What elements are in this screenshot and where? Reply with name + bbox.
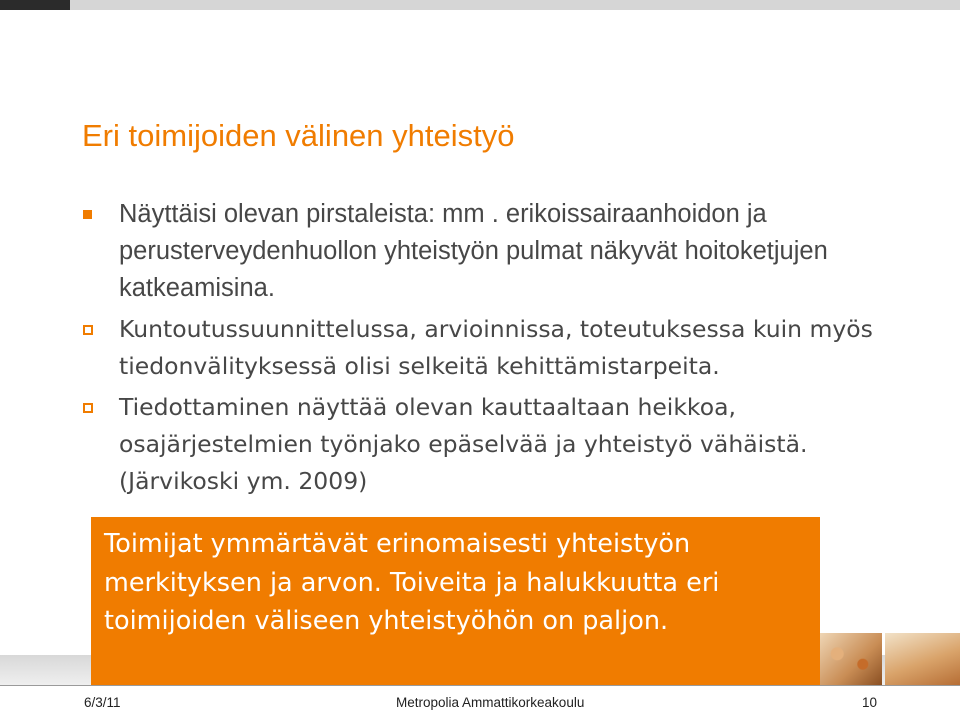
hollow-square-bullet-icon <box>83 403 93 413</box>
bullet-text: Tiedottaminen näyttää olevan kauttaaltaan heikkoa, osajärjestelmien työnjako epäselvää ja yhteistyö vähäistä. (Järvikoski ym. 2009) <box>119 393 808 495</box>
bullet-item-1 <box>82 196 882 307</box>
page-number: 10 <box>862 695 878 710</box>
footer <box>0 685 960 720</box>
slide-title: Eri toimijoiden välinen yhteistyö <box>82 118 515 153</box>
square-bullet-icon <box>83 210 92 219</box>
footer-organization: Metropolia Ammattikorkeakoulu <box>396 695 585 710</box>
footer-date: 6/3/11 <box>84 695 121 710</box>
bullet-text: Näyttäisi olevan pirstaleista: mm . erikoissairaanhoidon ja perusterveydenhuollon yhteistyön pulmat näkyvät hoitoketjujen katkeamisina. <box>119 200 828 302</box>
bullet-text: Kuntoutussuunnittelussa, arvioinnissa, toteutuksessa kuin myös tiedonvälityksessä olisi selkeitä kehittämistarpeita. <box>119 315 873 380</box>
bullet-item-2 <box>82 311 882 385</box>
highlight-text: Toimijat ymmärtävät erinomaisesti yhteistyön merkityksen ja arvon. Toiveita ja halukkuutta eri toimijoiden väliseen yhteistyöhön on paljon. <box>104 529 720 636</box>
hollow-square-bullet-icon <box>83 325 93 335</box>
top-bar <box>0 0 960 10</box>
decorative-photo <box>818 633 882 685</box>
bullet-list <box>82 196 882 504</box>
decorative-photo <box>885 633 960 685</box>
bullet-item-3 <box>82 389 882 500</box>
